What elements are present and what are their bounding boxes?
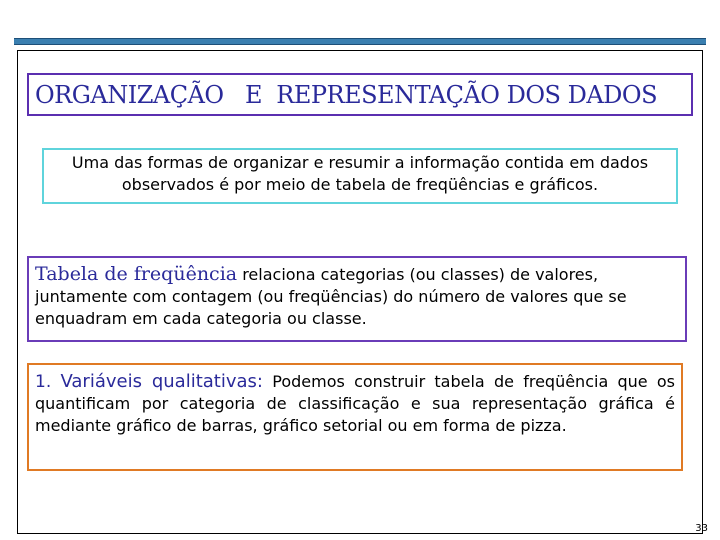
page-number: 33 <box>695 523 708 534</box>
slide-title: ORGANIZAÇÃO E REPRESENTAÇÃO DOS DADOS <box>27 73 693 116</box>
qualitative-term: Variáveis qualitativas: <box>60 371 263 392</box>
definition-box <box>27 256 687 342</box>
definition-text: relaciona categorias (ou classes) de valores, juntamente com contagem (ou freqüências) do número de valores que se enquadram em cada categoria ou classe. <box>35 265 627 328</box>
qualitative-text: Podemos construir tabela de freqüência que os quantificam por categoria de classificação e sua representação gráfica é mediante gráfico de barras, gráfico setorial ou em forma de pizza. <box>35 372 676 435</box>
top-accent-bar <box>14 38 706 45</box>
definition-term: Tabela de freqüência <box>35 263 238 285</box>
qualitative-box <box>27 363 683 471</box>
item-number: 1. <box>35 372 52 392</box>
intro-text: Uma das formas de organizar e resumir a informação contida em dados observados é por meio de tabela de freqüências e gráficos. <box>42 148 678 204</box>
